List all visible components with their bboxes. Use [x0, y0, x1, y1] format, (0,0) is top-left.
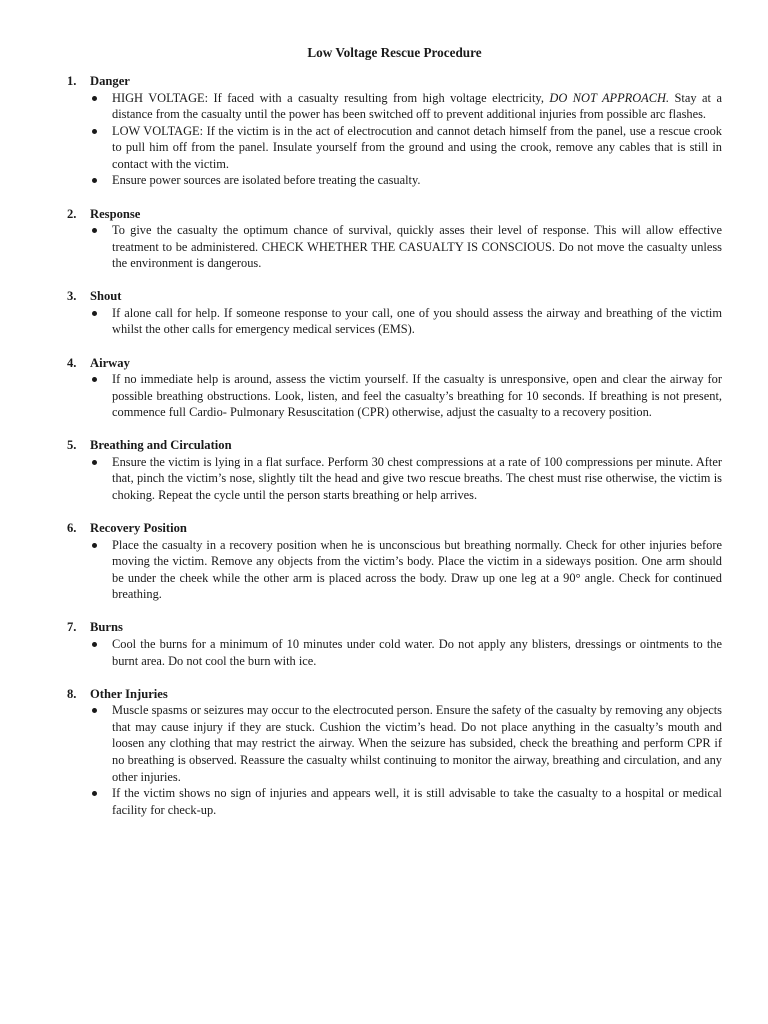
section-2 — [67, 206, 722, 272]
section-heading — [67, 206, 722, 223]
text-segment: Muscle spasms or seizures may occur to the electrocuted person. Ensure the safety of the casualty by removing any objects that may cause injury if they are stuck. Cushion the victim’s head. Do not place anything in the casualty’s mouth and loosen any clothing that may restrict the airway. When the seizure has subsided, check the breathing and perform CPR if no breathing is observed. Reassure the casualty whilst continuing to monitor the airway, breathing and circulation, and any other injuries. — [112, 703, 722, 784]
bullet-text — [112, 537, 722, 603]
section-number: 2. — [67, 206, 77, 221]
bullet-list — [67, 305, 722, 338]
bullet-list — [67, 90, 722, 190]
section-number: 8. — [67, 686, 77, 701]
section-number: 7. — [67, 620, 77, 635]
text-segment: If the victim shows no sign of injuries and appears well, it is still advisable to take the casualty to a hospital or medical facility for check-up. — [112, 786, 722, 817]
section-number: 1. — [67, 74, 77, 88]
section-heading — [67, 686, 722, 703]
section-6 — [67, 520, 722, 603]
bullet-icon — [67, 172, 112, 189]
bullet-icon — [67, 537, 112, 603]
section-heading — [67, 520, 722, 537]
bullet-icon — [67, 123, 112, 173]
section-title: Airway — [90, 355, 130, 370]
text-segment: LOW VOLTAGE: If the victim is in the act of electrocution and cannot detach himself from the panel, use a rescue crook to pull him off from the panel. Insulate yourself from the ground and using the crook, remove any cables that is still in contact with the victim. — [112, 123, 722, 171]
list-item — [67, 636, 722, 669]
section-number: 3. — [67, 289, 77, 304]
bullet-text — [112, 90, 722, 123]
bullet-icon — [67, 702, 112, 785]
bullet-text — [112, 371, 722, 421]
bullet-icon — [67, 222, 112, 272]
bullet-text — [112, 636, 722, 669]
bullet-text — [112, 123, 722, 173]
text-segment: To give the casualty the optimum chance of survival, quickly asses their level of response. This will allow effective treatment to be administered. CHECK WHETHER THE CASUALTY IS CONSCIOUS. Do not move the casualty unless the environment is dangerous. — [112, 223, 722, 271]
section-heading — [67, 73, 722, 90]
bullet-text — [112, 785, 722, 818]
list-item — [67, 537, 722, 603]
section-heading — [67, 437, 722, 454]
list-item — [67, 222, 722, 272]
bullet-list — [67, 454, 722, 504]
section-number: 4. — [67, 355, 77, 370]
bullet-list — [67, 636, 722, 669]
list-item — [67, 785, 722, 818]
section-5 — [67, 437, 722, 503]
section-list — [67, 73, 722, 818]
section-heading — [67, 619, 722, 636]
list-item — [67, 90, 722, 123]
bullet-icon — [67, 636, 112, 669]
section-4 — [67, 355, 722, 421]
bullet-list — [67, 537, 722, 603]
bullet-text — [112, 305, 722, 338]
section-title: Danger — [90, 74, 130, 88]
section-title: Response — [90, 206, 141, 221]
section-number: 6. — [67, 521, 77, 536]
text-segment: Cool the burns for a minimum of 10 minutes under cold water. Do not apply any blisters, dressings or ointments to the burnt area. Do not cool the burn with ice. — [112, 636, 722, 668]
text-segment: Ensure the victim is lying in a flat surface. Perform 30 chest compressions at a rate of 100 compressions per minute. After that, pinch the victim’s nose, slightly tilt the head and give two rescue breaths. The chest must rise otherwise, the victim is choking. Repeat the cycle until the person starts breathing or help arrives. — [112, 454, 722, 502]
section-number: 5. — [67, 438, 77, 453]
section-title: Other Injuries — [90, 686, 168, 701]
section-title: Recovery Position — [90, 521, 187, 536]
bullet-icon — [67, 371, 112, 421]
bullet-icon — [67, 454, 112, 504]
bullet-list — [67, 222, 722, 272]
list-item — [67, 371, 722, 421]
section-title: Shout — [90, 289, 122, 304]
document-title: Low Voltage Rescue Procedure — [307, 45, 482, 60]
bullet-list — [67, 702, 722, 818]
text-segment: Place the casualty in a recovery position when he is unconscious but breathing normally. Check for other injuries before moving the victim. Remove any objects from the victim’s body. Place the victim in a sideways position. One arm should be under the cheek while the other arm is placed across the body. Draw up one leg at a 90° angle. Check for continued breathing. — [112, 537, 722, 602]
text-segment: Stay at a distance from the casualty until the power has been switched off to prevent additional injuries from possible arc flashes. — [112, 90, 722, 122]
emphasis-text: DO NOT APPROACH. — [549, 90, 670, 105]
bullet-text — [112, 222, 722, 272]
list-item — [67, 702, 722, 785]
list-item — [67, 305, 722, 338]
list-item — [67, 123, 722, 173]
bullet-text — [112, 454, 722, 504]
bullet-icon — [67, 90, 112, 123]
text-segment: If alone call for help. If someone response to your call, one of you should assess the airway and breathing of the victim whilst the other calls for emergency medical services (EMS). — [112, 305, 722, 337]
text-segment: Ensure power sources are isolated before treating the casualty. — [112, 173, 421, 188]
bullet-text — [112, 172, 722, 189]
bullet-list — [67, 371, 722, 421]
section-3 — [67, 288, 722, 338]
section-heading — [67, 355, 722, 372]
section-8 — [67, 686, 722, 819]
section-title: Breathing and Circulation — [90, 438, 232, 453]
bullet-icon — [67, 305, 112, 338]
text-segment: If no immediate help is around, assess the victim yourself. If the casualty is unresponsive, open and clear the airway for possible breathing obstructions. Look, listen, and feel the casualty’s breathing for 10 seconds. If breathing is not present, commence full Cardio- Pulmonary Resuscitation (CPR) otherwise, adjust the casualty to a recovery position. — [112, 372, 722, 420]
text-segment: HIGH VOLTAGE: If faced with a casualty resulting from high voltage electricity, — [112, 90, 550, 105]
section-1 — [67, 73, 722, 189]
bullet-text — [112, 702, 722, 785]
section-title: Burns — [90, 620, 123, 635]
list-item — [67, 454, 722, 504]
section-7 — [67, 619, 722, 669]
list-item — [67, 172, 722, 189]
bullet-icon — [67, 785, 112, 818]
section-heading — [67, 288, 722, 305]
